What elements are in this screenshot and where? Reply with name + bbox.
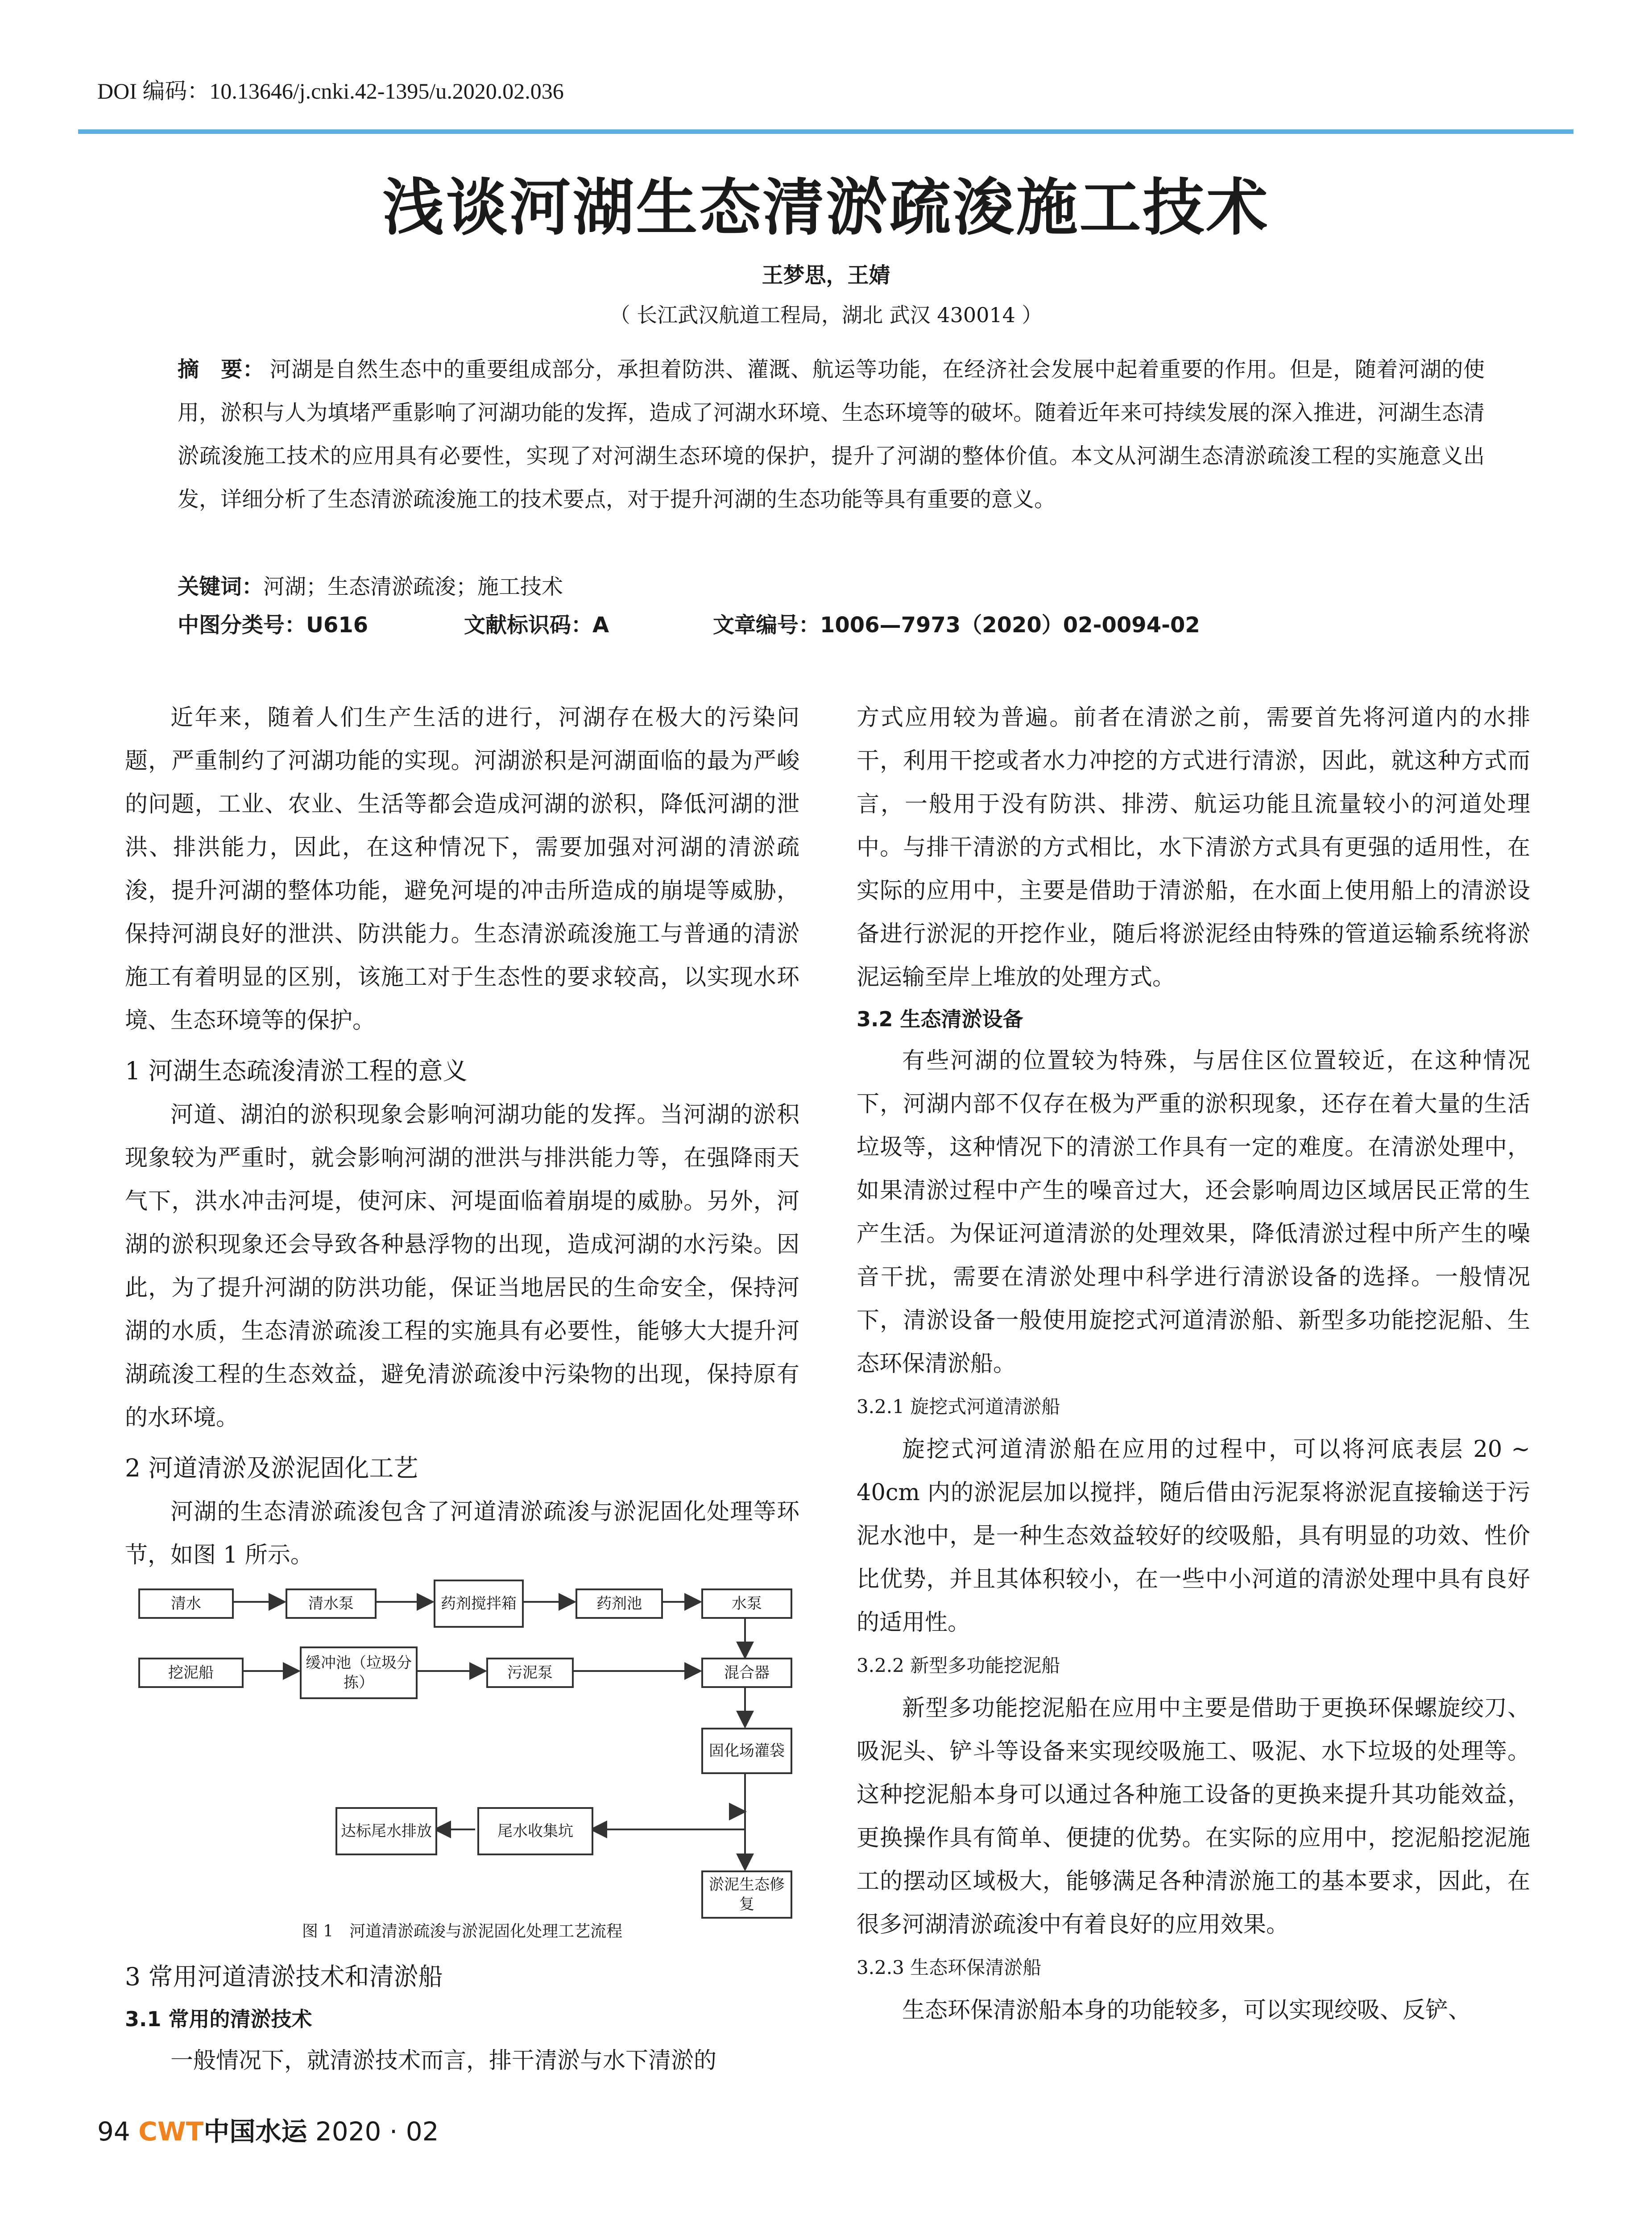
section-3-1-continued: 方式应用较为普遍。前者在清淤之前，需要首先将河道内的水排干，利用干挖或者水力冲挖的方式进行清淤，因此，就这种方式而言，一般用于没有防洪、排涝、航运功能且流量较小的河道处理中。与排干清淤的方式相比，水下清淤方式具有更强的适用性，在实际的应用中，主要是借助于清淤船，在水面上使用船上的清淤设备进行淤泥的开挖作业，随后将淤泥经由特殊的管道运输系统将淤泥运输至岸上堆放的处理方式。 bbox=[857, 705, 1530, 991]
section-3-1-text: 一般情况下，就清淤技术而言，排干清淤与水下清淤的 bbox=[170, 2048, 717, 2074]
clc-number: 中图分类号：U616 bbox=[178, 613, 368, 638]
journal-logo-en: CWT bbox=[138, 2116, 204, 2147]
flow-box-wunibeng: 污泥泵 bbox=[486, 1658, 574, 1688]
flow-box-huanchongchi: 缓冲池（垃圾分拣） bbox=[300, 1646, 418, 1699]
section-2-heading: 2 河道清淤及淤泥固化工艺 bbox=[125, 1454, 418, 1482]
section-3-2-2-heading: 3.2.2 新型多功能挖泥船 bbox=[857, 1655, 1060, 1676]
intro-paragraph: 近年来，随着人们生产生活的进行，河湖存在极大的污染问题，严重制约了河湖功能的实现。河湖淤积是河湖面临的最为严峻的问题，工业、农业、生活等都会造成河湖的淤积，降低河湖的泄洪、排洪能力，因此，在这种情况下，需要加强对河湖的清淤疏浚，提升河湖的整体功能，避免河堤的冲击所造成的崩堤等威胁，保持河湖良好的泄洪、防洪能力。生态清淤疏浚施工与普通的清淤施工有着明显的区别，该施工对于生态性的要求较高，以实现水环境、生态环境等的保护。 bbox=[125, 705, 799, 1034]
figure-1-caption: 图 1 河道清淤疏浚与淤泥固化处理工艺流程 bbox=[302, 1922, 623, 1941]
header-rule bbox=[78, 129, 1573, 134]
section-3-2-3-text: 生态环保清淤船本身的功能较多，可以实现绞吸、反铲、 bbox=[902, 1997, 1471, 2024]
flowchart-arrows bbox=[125, 1580, 799, 1968]
flow-box-yuni: 淤泥生态修复 bbox=[701, 1870, 792, 1919]
authors: 王梦思，王婧 bbox=[762, 263, 890, 288]
section-1-text: 河道、湖泊的淤积现象会影响河湖功能的发挥。当河湖的淤积现象较为严重时，就会影响河湖的泄洪与排洪能力等，在强降雨天气下，洪水冲击河堤，使河床、河堤面临着崩堤的威胁。另外，河湖的淤积现象还会导致各种悬浮物的出现，造成河湖的水污染。因此，为了提升河湖的防洪功能，保证当地居民的生命安全，保持河湖的水质，生态清淤疏浚工程的实施具有必要性，能够大大提升河湖疏浚工程的生态效益，避免清淤疏浚中污染物的出现，保持原有的水环境。 bbox=[125, 1102, 799, 1431]
document-code: 文献标识码：A bbox=[464, 613, 609, 638]
flow-box-yaoji-jiaoban: 药剂搅拌箱 bbox=[434, 1580, 524, 1628]
flow-box-guhuachang: 固化场灌袋 bbox=[701, 1728, 792, 1774]
journal-name: 中国水运 bbox=[203, 2116, 307, 2147]
flow-box-weishui: 尾水收集坑 bbox=[477, 1807, 593, 1855]
section-3-2-1-heading: 3.2.1 旋挖式河道清淤船 bbox=[857, 1396, 1060, 1418]
issue-number: 2020 · 02 bbox=[315, 2116, 439, 2147]
flow-box-wanichuan: 挖泥船 bbox=[138, 1658, 244, 1688]
section-3-block bbox=[125, 1954, 799, 2082]
section-1-heading: 1 河湖生态疏浚清淤工程的意义 bbox=[125, 1057, 468, 1085]
section-3-2-3-heading: 3.2.3 生态环保清淤船 bbox=[857, 1957, 1042, 1978]
abstract-label: 摘 要： bbox=[178, 357, 265, 382]
figure-1-flowchart bbox=[125, 1580, 799, 1968]
flow-box-yaojichi: 药剂池 bbox=[576, 1588, 663, 1619]
section-2-text: 河湖的生态清淤疏浚包含了河道清淤疏浚与淤泥固化处理等环节，如图 1 所示。 bbox=[125, 1499, 799, 1568]
affiliation: （ 长江武汉航道工程局，湖北 武汉 430014 ） bbox=[609, 303, 1043, 327]
keywords-text: 河湖；生态清淤疏浚；施工技术 bbox=[263, 574, 563, 599]
doi-line: DOI 编码：10.13646/j.cnki.42-1395/u.2020.02.036 bbox=[97, 79, 564, 104]
section-3-2-text: 有些河湖的位置较为特殊，与居住区位置较近，在这种情况下，河湖内部不仅存在极为严重的淤积现象，还存在着大量的生活垃圾等，这种情况下的清淤工作具有一定的难度。在清淤处理中，如果清淤过程中产生的噪音过大，还会影响周边区域居民正常的生产生活。为保证河道清淤的处理效果，降低清淤过程中所产生的噪音干扰，需要在清淤处理中科学进行清淤设备的选择。一般情况下，清淤设备一般使用旋挖式河道清淤船、新型多功能挖泥船、生态环保清淤船。 bbox=[857, 1048, 1530, 1377]
left-column bbox=[125, 696, 799, 1577]
section-3-1-heading: 3.1 常用的清淤技术 bbox=[125, 2007, 312, 2031]
flow-box-qingshuibeng: 清水泵 bbox=[286, 1588, 377, 1619]
keywords bbox=[178, 569, 563, 600]
flow-box-dabiao: 达标尾水排放 bbox=[335, 1807, 437, 1855]
page-number: 94 bbox=[97, 2116, 130, 2147]
article-number: 文章编号：1006—7973（2020）02-0094-02 bbox=[713, 613, 1200, 638]
keywords-label: 关键词： bbox=[178, 574, 264, 599]
section-3-heading: 3 常用河道清淤技术和清淤船 bbox=[125, 1962, 443, 1991]
article-title: 浅谈河湖生态清淤疏浚施工技术 bbox=[382, 171, 1270, 244]
right-column bbox=[857, 696, 1530, 2032]
page-footer bbox=[97, 2111, 439, 2148]
section-3-2-heading: 3.2 生态清淤设备 bbox=[857, 1007, 1023, 1031]
abstract-text: 河湖是自然生态中的重要组成部分，承担着防洪、灌溉、航运等功能，在经济社会发展中起着重要的作用。但是，随着河湖的使用，淤积与人为填堵严重影响了河湖功能的发挥，造成了河湖水环境、生态环境等的破坏。随着近年来可持续发展的深入推进，河湖生态清淤疏浚施工技术的应用具有必要性，实现了对河湖生态环境的保护，提升了河湖的整体价值。本文从河湖生态清淤疏浚工程的实施意义出发，详细分析了生态清淤疏浚施工的技术要点，对于提升河湖的生态功能等具有重要的意义。 bbox=[178, 357, 1485, 512]
abstract bbox=[178, 348, 1485, 521]
flow-box-shuibeng: 水泵 bbox=[701, 1588, 792, 1619]
flow-box-hunheqi: 混合器 bbox=[701, 1658, 792, 1688]
flow-box-qingshui: 清水 bbox=[138, 1588, 234, 1619]
section-3-2-1-text: 旋挖式河道清淤船在应用的过程中，可以将河底表层 20 ~ 40cm 内的淤泥层加以搅拌，随后借由污泥泵将淤泥直接输送于污泥水池中，是一种生态效益较好的绞吸船，具有明显的功效、性价比优势，并且其体积较小，在一些中小河道的清淤处理中具有良好的适用性。 bbox=[857, 1436, 1530, 1636]
section-3-2-2-text: 新型多功能挖泥船在应用中主要是借助于更换环保螺旋绞刀、吸泥头、铲斗等设备来实现绞吸施工、吸泥、水下垃圾的处理等。这种挖泥船本身可以通过各种施工设备的更换来提升其功能效益，更换操作具有简单、便捷的优势。在实际的应用中，挖泥船挖泥施工的摆动区域极大，能够满足各种清淤施工的基本要求，因此，在很多河湖清淤疏浚中有着良好的应用效果。 bbox=[857, 1695, 1530, 1938]
